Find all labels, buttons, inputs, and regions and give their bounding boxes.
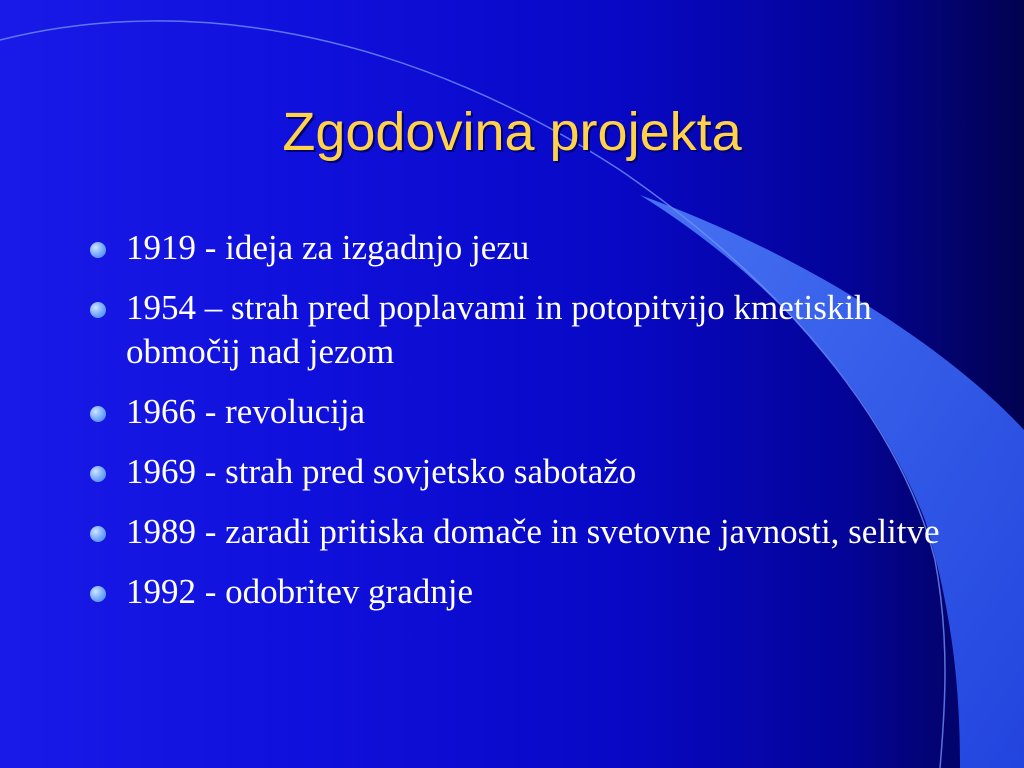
bullet-icon [90,586,106,602]
bullet-text: 1992 - odobritev gradnje [126,572,473,611]
bullet-icon [90,526,106,542]
bullet-text: 1969 - strah pred sovjetsko sabotažo [126,452,637,491]
bullet-item [88,570,948,614]
bullet-item [88,510,948,554]
bullet-icon [90,406,106,422]
bullet-item [88,390,948,434]
bullet-item [88,450,948,494]
bullet-text: 1919 - ideja za izgadnjo jezu [126,228,530,267]
bullet-text: 1966 - revolucija [126,392,366,431]
bullet-item [88,226,948,270]
bullet-icon [90,302,106,318]
bullet-text: 1989 - zaradi pritiska domače in svetovne javnosti, selitve [126,512,940,551]
bullet-text: 1954 – strah pred poplavami in potopitvijo kmetiskih območij nad jezom [126,288,872,371]
bullet-list [88,226,948,630]
slide-title: Zgodovina projekta [282,102,742,162]
bullet-item [88,286,948,374]
bullet-icon [90,242,106,258]
bullet-icon [90,466,106,482]
